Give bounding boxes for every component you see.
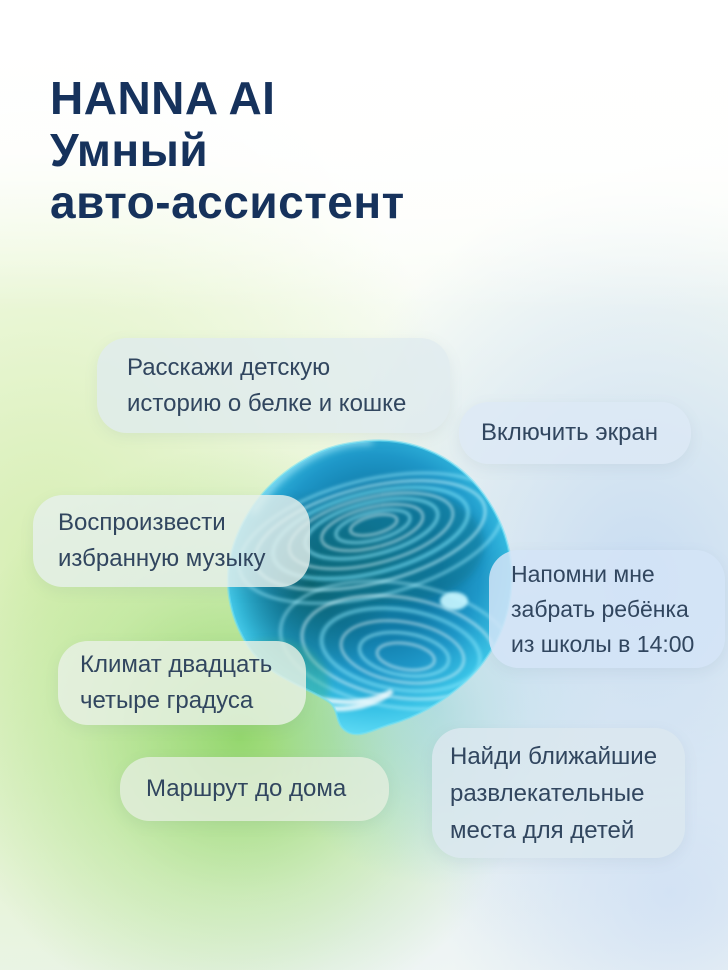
bubble-text-line: места для детей [450, 816, 635, 844]
bubble-text-line: избранную музыку [58, 545, 266, 572]
bubble-text-line: Включить экран [481, 419, 659, 446]
suggestion-bubble-reminder [489, 550, 725, 668]
bubble-text-line: четыре градуса [80, 687, 254, 714]
suggestion-bubble-play-music [33, 495, 310, 587]
suggestion-bubble-route-home [120, 757, 389, 821]
suggestion-bubble-find-places [432, 728, 685, 858]
bubble-text-line: Воспроизвести [58, 509, 226, 536]
suggestion-bubble-climate [58, 641, 306, 725]
bubble-text-line: Напомни мне [511, 560, 655, 587]
bubble-text-line: развлекательные [450, 779, 645, 807]
bubble-text-line: Маршрут до дома [146, 775, 347, 802]
bubble-text-line: из школы в 14:00 [511, 630, 695, 657]
bubble-text-line: историю о белке и кошке [127, 389, 407, 417]
bubble-text-line: Найди ближайшие [450, 742, 658, 770]
bubble-text-line: Расскажи детскую [127, 353, 331, 381]
bubble-text-line: Климат двадцать [80, 651, 273, 678]
title-line-brand: HANNA AI [50, 72, 276, 124]
page-title [50, 72, 405, 228]
bubble-text-line: забрать ребёнка [511, 595, 689, 622]
suggestion-bubble-turn-on-screen [459, 402, 691, 464]
suggestion-bubble-tell-story [97, 338, 450, 433]
title-line-smart: Умный [50, 124, 209, 176]
title-line-assistant: авто-ассистент [50, 176, 405, 228]
